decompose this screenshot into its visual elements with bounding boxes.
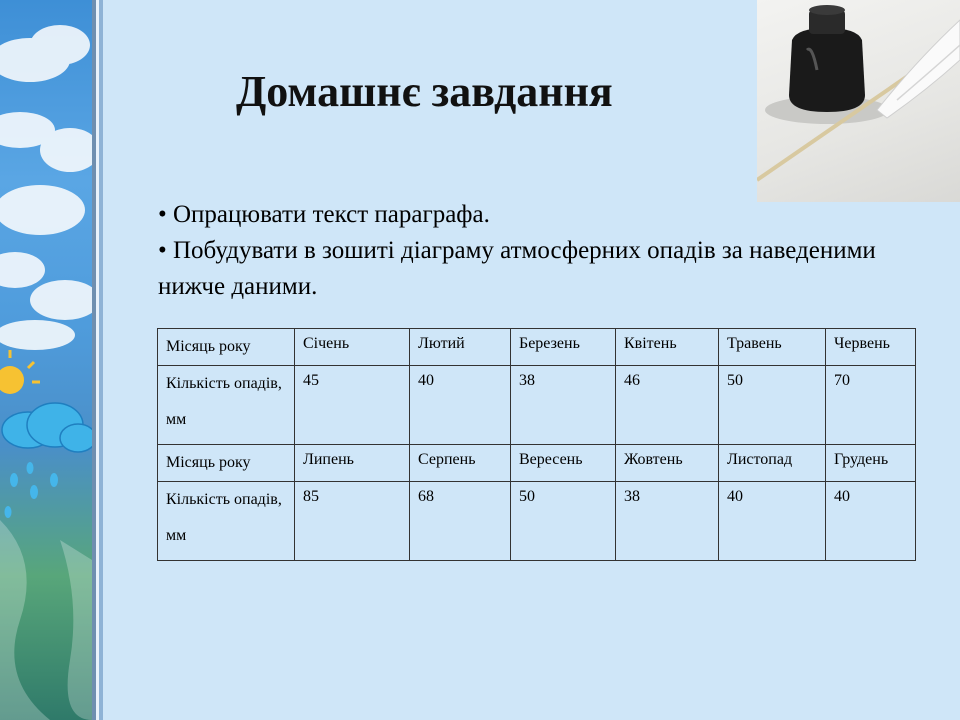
month-cell: Листопад (719, 445, 826, 482)
month-cell: Жовтень (616, 445, 719, 482)
divider-bar (99, 0, 103, 720)
precipitation-label: Кількість опадів, мм (158, 366, 295, 445)
month-cell: Травень (719, 329, 826, 366)
month-header-label: Місяць року (158, 445, 295, 482)
value-cell: 50 (511, 482, 616, 561)
rain-cloud-icon (0, 0, 92, 720)
month-cell: Липень (295, 445, 410, 482)
table-row (158, 329, 916, 366)
month-cell: Січень (295, 329, 410, 366)
month-header-label: Місяць року (158, 329, 295, 366)
task-item: • Побудувати в зошиті діаграму атмосферних опадів за наведеними нижче даними. (158, 237, 876, 300)
month-cell: Червень (826, 329, 916, 366)
month-cell: Березень (511, 329, 616, 366)
month-cell: Грудень (826, 445, 916, 482)
value-cell: 68 (410, 482, 511, 561)
precipitation-table (157, 328, 916, 561)
decorative-sky-strip (0, 0, 92, 720)
month-cell: Квітень (616, 329, 719, 366)
value-cell: 45 (295, 366, 410, 445)
inkwell-quill-photo (757, 0, 960, 202)
month-cell: Вересень (511, 445, 616, 482)
value-cell: 85 (295, 482, 410, 561)
table-row (158, 482, 916, 561)
value-cell: 40 (719, 482, 826, 561)
value-cell: 50 (719, 366, 826, 445)
task-list (158, 197, 918, 305)
month-cell: Лютий (410, 329, 511, 366)
slide-title: Домашнє завдання (236, 67, 613, 116)
value-cell: 70 (826, 366, 916, 445)
precipitation-label: Кількість опадів, мм (158, 482, 295, 561)
task-item: • Опрацювати текст параграфа. (158, 201, 490, 228)
table-row (158, 445, 916, 482)
table-row (158, 366, 916, 445)
value-cell: 46 (616, 366, 719, 445)
value-cell: 40 (826, 482, 916, 561)
value-cell: 38 (616, 482, 719, 561)
month-cell: Серпень (410, 445, 511, 482)
value-cell: 38 (511, 366, 616, 445)
value-cell: 40 (410, 366, 511, 445)
